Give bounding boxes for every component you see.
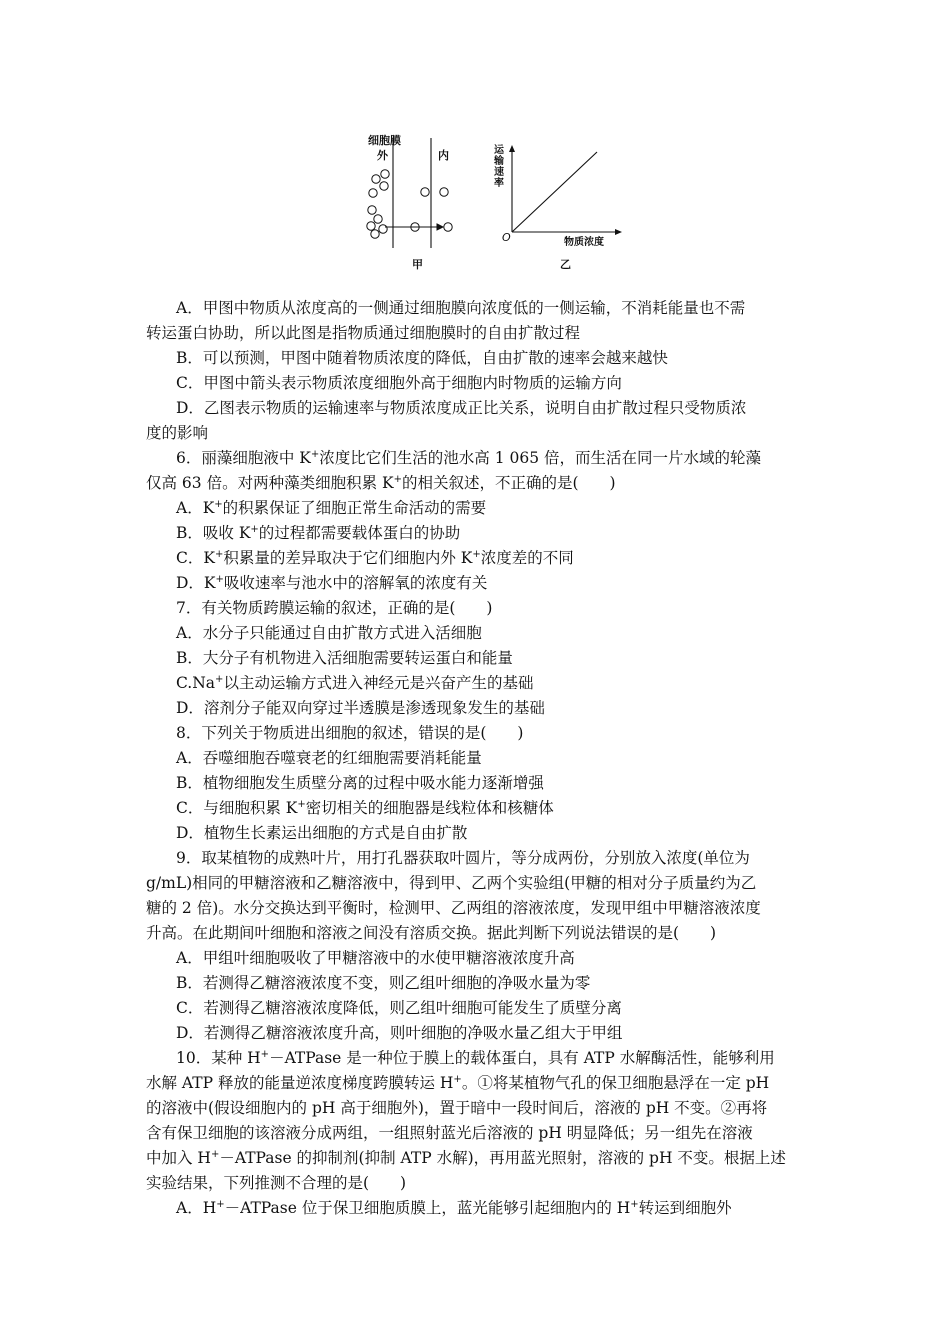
text-line: 7．有关物质跨膜运输的叙述，正确的是( )	[176, 599, 493, 617]
text-line: B．吸收 K+的过程都需要载体蛋白的协助	[176, 524, 461, 542]
text-line: D．乙图表示物质的运输速率与物质浓度成正比关系，说明自由扩散过程只受物质浓	[176, 399, 747, 417]
membrane-label: 细胞膜	[368, 134, 401, 147]
text-line: 10．某种 H+－ATPase 是一种位于膜上的载体蛋白，具有 ATP 水解酶活性，能够利用	[176, 1049, 775, 1067]
text-line: A．吞噬细胞吞噬衰老的红细胞需要消耗能量	[176, 749, 482, 767]
y-axis-label	[493, 143, 505, 189]
transport-arrow	[385, 224, 443, 230]
text-line: D．若测得乙糖溶液浓度升高，则叶细胞的净吸水量乙组大于甲组	[176, 1024, 623, 1042]
text-line: 含有保卫细胞的该溶液分成两组，一组照射蓝光后溶液的 pH 明显降低；另一组先在溶液	[146, 1124, 753, 1142]
text-line: 糖的 2 倍)。水分交换达到平衡时，检测甲、乙两组的溶液浓度，发现甲组中甲糖溶液浓度	[146, 899, 761, 917]
text-line: A．K+的积累保证了细胞正常生命活动的需要	[176, 499, 487, 517]
text-line: 升高。在此期间叶细胞和溶液之间没有溶质交换。据此判断下列说法错误的是( )	[146, 924, 717, 942]
text-line: C．K+积累量的差异取决于它们细胞内外 K+浓度差的不同	[176, 549, 574, 567]
svg-text:输: 输	[494, 156, 504, 167]
x-axis-label: 物质浓度	[564, 237, 604, 248]
text-line: A．水分子只能通过自由扩散方式进入活细胞	[176, 624, 482, 642]
text-line: 仅高 63 倍。对两种藻类细胞积累 K+的相关叙述，不正确的是( )	[146, 474, 616, 492]
text-line: C．若测得乙糖溶液浓度降低，则乙组叶细胞可能发生了质壁分离	[176, 999, 622, 1017]
x-axis-arrowhead	[615, 229, 622, 235]
inside-label: 内	[438, 149, 449, 162]
text-line: B．植物细胞发生质壁分离的过程中吸水能力逐渐增强	[176, 774, 544, 792]
text-line: B．可以预测，甲图中随着物质浓度的降低，自由扩散的速率会越来越快	[176, 349, 668, 367]
text-line: 中加入 H+－ATPase 的抑制剂(抑制 ATP 水解)，再用蓝光照射，溶液的 pH 不变。根据上述	[146, 1149, 786, 1167]
text-line: C.Na+以主动运输方式进入神经元是兴奋产生的基础	[176, 674, 534, 692]
text-line: 水解 ATP 释放的能量逆浓度梯度跨膜转运 H+。①将某植物气孔的保卫细胞悬浮在一定 pH	[146, 1074, 770, 1092]
text-line: A．甲图中物质从浓度高的一侧通过细胞膜向浓度低的一侧运输，不消耗能量也不需	[176, 299, 746, 317]
figure-jia-yi	[355, 130, 635, 280]
text-line: g/mL)相同的甲糖溶液和乙糖溶液中，得到甲、乙两个实验组(甲糖的相对分子质量约为乙	[146, 874, 757, 892]
outside-label: 外	[377, 149, 388, 162]
svg-text:率: 率	[494, 178, 504, 189]
question-text	[146, 296, 808, 1221]
svg-text:运: 运	[494, 145, 504, 156]
text-line: D．溶剂分子能双向穿过半透膜是渗透现象发生的基础	[176, 699, 545, 717]
text-line: 的溶液中(假设细胞内的 pH 高于细胞外)，置于暗中一段时间后，溶液的 pH 不变。②再将	[146, 1099, 768, 1117]
text-line: A．H+－ATPase 位于保卫细胞质膜上，蓝光能够引起细胞内的 H+转运到细胞外	[176, 1199, 732, 1217]
left-caption: 甲	[412, 258, 423, 271]
text-line: C．甲图中箭头表示物质浓度细胞外高于细胞内时物质的运输方向	[176, 374, 622, 392]
text-line: B．大分子有机物进入活细胞需要转运蛋白和能量	[176, 649, 513, 667]
text-line: C．与细胞积累 K+密切相关的细胞器是线粒体和核糖体	[176, 799, 554, 817]
y-axis-arrowhead	[509, 145, 515, 152]
text-line: D．K+吸收速率与池水中的溶解氧的浓度有关	[176, 574, 488, 592]
origin-label: O	[502, 231, 511, 244]
text-line: A．甲组叶细胞吸收了甲糖溶液中的水使甲糖溶液浓度升高	[176, 949, 575, 967]
rate-line	[512, 152, 597, 232]
svg-text:速: 速	[494, 167, 504, 178]
text-line: 8．下列关于物质进出细胞的叙述，错误的是( )	[176, 724, 524, 742]
diffusion-figure-svg	[355, 130, 635, 280]
text-line: 度的影响	[146, 424, 209, 442]
text-line: B．若测得乙糖溶液浓度不变，则乙组叶细胞的净吸水量为零	[176, 974, 591, 992]
text-line: 转运蛋白协助，所以此图是指物质通过细胞膜时的自由扩散过程	[146, 324, 581, 342]
text-line: 实验结果，下列推测不合理的是( )	[146, 1174, 407, 1192]
right-caption: 乙	[560, 258, 571, 271]
text-line: 6．丽藻细胞液中 K+浓度比它们生活的池水高 1 065 倍，而生活在同一片水域的轮藻	[176, 449, 761, 467]
outside-molecules	[367, 170, 389, 238]
text-line: 9．取某植物的成熟叶片，用打孔器获取叶圆片，等分成两份，分别放入浓度(单位为	[176, 849, 750, 867]
text-line: D．植物生长素运出细胞的方式是自由扩散	[176, 824, 468, 842]
